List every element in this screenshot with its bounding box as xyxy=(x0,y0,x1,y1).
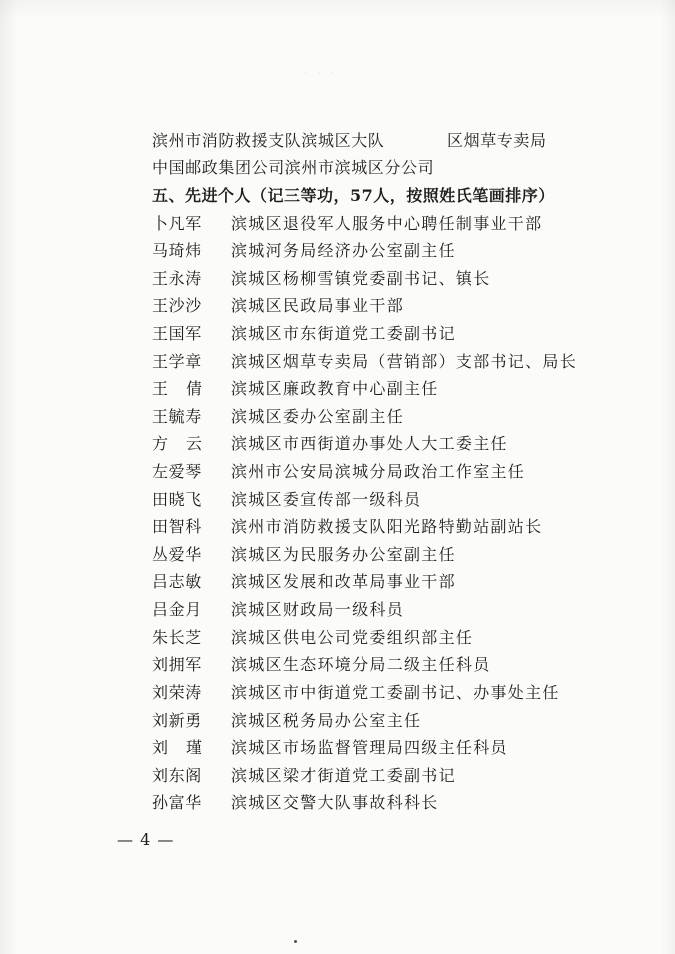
individual-role: 滨城区市场监督管理局四级主任科员 xyxy=(231,738,508,757)
individual-role: 滨城区民政局事业干部 xyxy=(231,296,405,315)
individual-name: 左爱琴 xyxy=(152,462,202,481)
individual-name: 田智科 xyxy=(152,517,202,536)
individual-role: 滨城区廉政教育中心副主任 xyxy=(231,379,439,398)
individual-name: 王倩 xyxy=(152,379,202,398)
individual-name: 吕金月 xyxy=(152,600,202,619)
individual-name: 王国军 xyxy=(152,324,202,343)
individual-role: 滨城区市中街道党工委副书记、办事处主任 xyxy=(231,683,560,702)
individual-role: 滨城区交警大队事故科科长 xyxy=(231,793,439,812)
individual-role: 滨城区梁才街道党工委副书记 xyxy=(231,766,456,785)
individual-name: 刘瑾 xyxy=(152,738,202,757)
individual-role: 滨城河务局经济办公室副主任 xyxy=(231,241,456,260)
individual-name: 田晓飞 xyxy=(152,490,202,509)
individual-role: 滨州市消防救援支队阳光路特勤站副站长 xyxy=(231,517,543,536)
individual-name: 丛爱华 xyxy=(152,545,202,564)
individual-name: 王永涛 xyxy=(152,269,202,288)
unit-line-1-left: 滨州市消防救援支队滨城区大队 xyxy=(152,131,385,150)
individual-role: 滨州市公安局滨城分局政治工作室主任 xyxy=(231,462,526,481)
section-heading: 五、先进个人（记三等功，57人，按照姓氏笔画排序） xyxy=(152,186,555,205)
individual-role: 滨城区委宣传部一级科员 xyxy=(231,490,422,509)
unit-line-2: 中国邮政集团公司滨州市滨城区分公司 xyxy=(152,158,435,177)
bleed-through-text: · · · xyxy=(304,67,337,80)
individual-role: 滨城区税务局办公室主任 xyxy=(231,711,422,730)
individual-role: 滨城区杨柳雪镇党委副书记、镇长 xyxy=(231,269,491,288)
individual-name: 刘拥军 xyxy=(152,655,202,674)
individual-name: 孙富华 xyxy=(152,793,202,812)
individual-name: 王沙沙 xyxy=(152,296,202,315)
individual-name: 卜凡军 xyxy=(152,214,202,233)
individual-name: 刘新勇 xyxy=(152,711,202,730)
individual-role: 滨城区烟草专卖局（营销部）支部书记、局长 xyxy=(231,352,578,371)
individual-role: 滨城区财政局一级科员 xyxy=(231,600,405,619)
individual-name: 王学章 xyxy=(152,352,202,371)
individual-name: 朱长芝 xyxy=(152,628,202,647)
individual-role: 滨城区市东街道党工委副书记 xyxy=(231,324,456,343)
individual-name: 王毓寿 xyxy=(152,407,202,426)
individual-role: 滨城区生态环境分局二级主任科员 xyxy=(231,655,491,674)
individual-name: 方云 xyxy=(152,434,202,453)
unit-line-1-right: 区烟草专卖局 xyxy=(447,131,547,150)
individual-name: 刘荣涛 xyxy=(152,683,202,702)
individual-name: 马琦炜 xyxy=(152,241,202,260)
individual-name: 刘东阁 xyxy=(152,766,202,785)
scan-speck xyxy=(294,940,297,943)
individual-role: 滨城区市西街道办事处人大工委主任 xyxy=(231,434,508,453)
individual-role: 滨城区为民服务办公室副主任 xyxy=(231,545,456,564)
page-number: — 4 — xyxy=(117,830,175,849)
individual-role: 滨城区发展和改革局事业干部 xyxy=(231,572,456,591)
individual-role: 滨城区退役军人服务中心聘任制事业干部 xyxy=(231,214,543,233)
individual-role: 滨城区供电公司党委组织部主任 xyxy=(231,628,474,647)
individual-role: 滨城区委办公室副主任 xyxy=(231,407,405,426)
individual-name: 吕志敏 xyxy=(152,572,202,591)
